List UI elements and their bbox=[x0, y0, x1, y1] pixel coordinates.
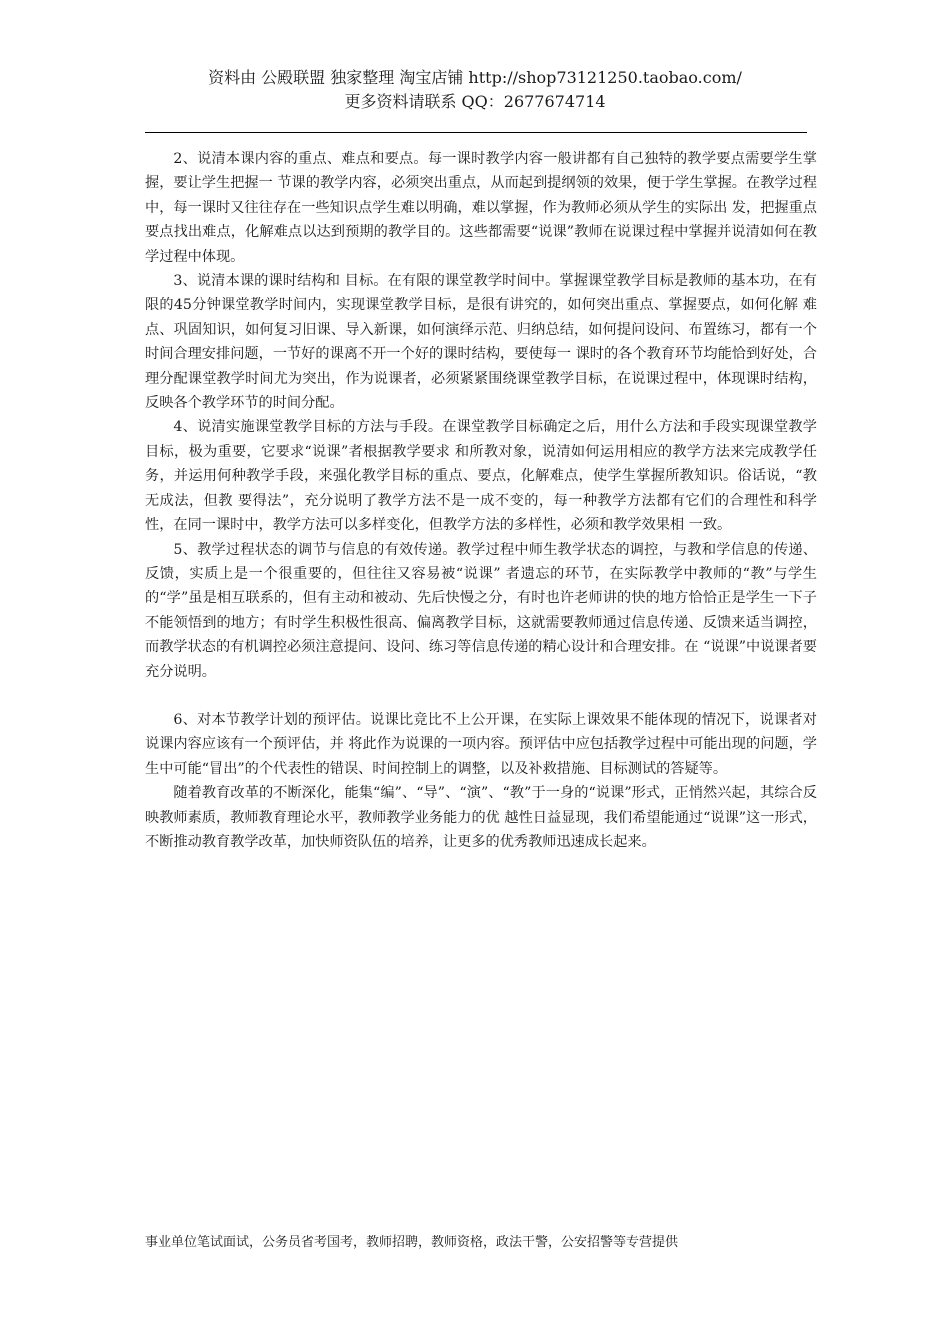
header-line-contact: 更多资料请联系 QQ：2677674714 bbox=[344, 92, 606, 111]
header-divider bbox=[145, 132, 807, 133]
page-header bbox=[0, 66, 950, 114]
paragraph-3-lesson-structure: 3、说清本课的课时结构和 目标。在有限的课堂教学时间中。掌握课堂教学目标是教师的基本功，在有限的45分钟课堂教学时间内，实现课堂教学目标，是很有讲究的，如何突出重点、掌握要点，如何化解 难点、巩固知识，如何复习旧课、导入新课，如何演绎示范、归纳总结，如何提问设问、布置练习，都有一个时间合理安排问题，一节好的课离不开一个好的课时结构，要使每一 课时的各个教育环节均能恰到好处，合理分配课堂教学时间尤为突出，作为说课者，必须紧紧围绕课堂教学目标，在说课过程中，体现课时结构，反映各个教学环节的时间分配。 bbox=[145, 273, 817, 412]
paragraph-6-pre-evaluation: 6、对本节教学计划的预评估。说课比竞比不上公开课，在实际上课效果不能体现的情况下，说课者对说课内容应该有一个预评估，并 将此作为说课的一项内容。预评估中应包括教学过程中可能出现的问题，学生中可能“冒出”的个代表性的错误、时间控制上的调整，以及补救措施、目标测试的答疑等。 bbox=[145, 711, 817, 777]
page-footer: 事业单位笔试面试，公务员省考国考，教师招聘，教师资格，政法干警，公安招警等专营提供 bbox=[145, 1235, 679, 1250]
paragraph-5-process-regulation: 5、教学过程状态的调节与信息的有效传递。教学过程中师生教学状态的调控，与教和学信息的传递、反馈，实质上是一个很重要的，但往往又容易被“说课” 者遗忘的环节，在实际教学中教师的“教”与学生的“学”虽是相互联系的，但有主动和被动、先后快慢之分，有时也许老师讲的快的地方恰恰正是学生一下子不能领悟到的地方；有时学生积极性很高、偏离教学目标，这就需要教师通过信息传递、反馈来适当调控，而教学状态的有机调控必须注意提问、设问、练习等信息传递的精心设计和合理安排。在 “说课”中说课者要充分说明。 bbox=[145, 541, 817, 680]
paragraph-4-methods: 4、说清实施课堂教学目标的方法与手段。在课堂教学目标确定之后，用什么方法和手段实现课堂教学目标，极为重要，它要求“说课”者根据教学要求 和所教对象，说清如何运用相应的教学方法来完成教学任务，并运用何种教学手段，来强化教学目标的重点、要点，化解难点，使学生掌握所教知识。俗话说，“教无成法，但教 要得法”，充分说明了教学方法不是一成不变的，每一种教学方法都有它们的合理性和科学性，在同一课时中，教学方法可以多样变化，但教学方法的多样性，必须和教学效果相 一致。 bbox=[145, 419, 817, 534]
paragraph-conclusion: 随着教育改革的不断深化，能集“编”、“导”、“演”、“教”于一身的“说课”形式，正悄然兴起，其综合反映教师素质，教师教育理论水平，教师教学业务能力的优 越性日益显现，我们希望能通过“说课”这一形式，不断推动教育教学改革，加快师资队伍的培养，让更多的优秀教师迅速成长起来。 bbox=[145, 785, 817, 850]
header-line-source: 资料由 公殿联盟 独家整理 淘宝店铺 http://shop73121250.taobao.com/ bbox=[208, 68, 742, 87]
paragraph-2-key-points: 2、说清本课内容的重点、难点和要点。每一课时教学内容一般讲都有自己独特的教学要点需要学生掌握，要让学生把握一 节课的教学内容，必须突出重点，从而起到提纲领的效果，便于学生掌握。在教学过程中，每一课时又往往存在一些知识点学生难以明确，难以掌握，作为教师必须从学生的实际出 发，把握重点要点找出难点，化解难点以达到预期的教学目的。这些都需要“说课”教师在说课过程中掌握并说清如何在教学过程中体现。 bbox=[145, 151, 817, 265]
document-body bbox=[145, 147, 817, 854]
